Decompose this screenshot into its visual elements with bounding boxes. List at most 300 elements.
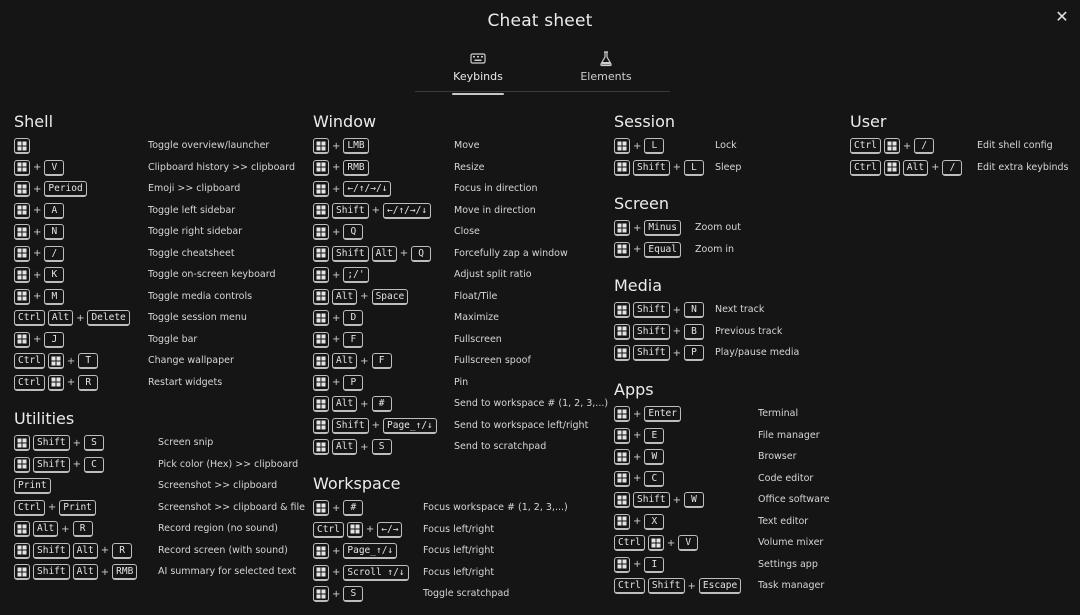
keybind-row xyxy=(14,374,101,392)
plus-separator: + xyxy=(666,537,676,549)
keybind-description: Screen snip xyxy=(158,437,214,448)
key-cap: Page_↑/↓ xyxy=(343,543,397,559)
key-cap: A xyxy=(44,203,64,219)
super-key-icon xyxy=(14,564,30,580)
key-cap: S xyxy=(372,439,392,455)
keybind-description: Edit extra keybinds xyxy=(977,161,1069,173)
keybind-description: Resize xyxy=(454,161,485,173)
super-key-icon xyxy=(313,246,329,262)
super-key-icon xyxy=(313,565,329,581)
super-key-icon xyxy=(313,543,329,559)
super-key-icon xyxy=(14,246,30,262)
super-key-icon xyxy=(313,396,329,412)
plus-separator: + xyxy=(100,545,110,556)
keybind-row xyxy=(14,159,67,177)
keybind-row xyxy=(313,521,405,539)
key-cap: LMB xyxy=(343,138,368,154)
key-cap: ←/↑/→/↓ xyxy=(383,203,431,219)
plus-separator: + xyxy=(66,355,76,367)
super-key-icon xyxy=(14,543,30,559)
key-cap: V xyxy=(44,160,64,176)
plus-separator: + xyxy=(672,347,681,359)
section-title-shell: Shell xyxy=(14,112,54,131)
key-cap: B xyxy=(684,324,704,340)
keybind-row xyxy=(14,456,107,474)
plus-separator: + xyxy=(332,334,341,345)
super-key-icon xyxy=(614,345,630,361)
key-cap: T xyxy=(78,353,98,369)
keybind-description: Record region (no sound) xyxy=(158,523,279,534)
plus-separator: + xyxy=(332,183,341,195)
keybind-description: Record screen (with sound) xyxy=(158,544,288,556)
super-key-icon xyxy=(14,332,30,348)
super-key-icon xyxy=(614,406,630,422)
key-cap: E xyxy=(644,428,664,444)
tab-keybinds-label: Keybinds xyxy=(453,70,503,83)
plus-separator: + xyxy=(633,244,642,255)
super-key-icon xyxy=(14,267,30,283)
section-title-screen: Screen xyxy=(614,194,670,213)
super-key-icon xyxy=(48,353,64,369)
key-cap: W xyxy=(644,449,664,465)
super-key-icon xyxy=(614,302,630,318)
plus-separator: + xyxy=(33,162,42,173)
key-cap: F xyxy=(372,353,392,369)
plus-separator: + xyxy=(33,269,42,281)
key-cap: Shift xyxy=(33,435,70,451)
key-cap: / xyxy=(942,160,962,176)
super-key-icon xyxy=(614,324,630,340)
keybind-description: Toggle on-screen keyboard xyxy=(148,269,276,280)
keybind-row xyxy=(313,395,395,413)
super-key-icon xyxy=(14,181,30,197)
key-cap: Ctrl xyxy=(14,500,45,516)
plus-separator: + xyxy=(399,248,409,259)
super-key-icon xyxy=(48,375,64,391)
keybind-row xyxy=(14,202,67,220)
super-key-icon xyxy=(313,203,329,219)
plus-separator: + xyxy=(633,451,642,463)
keybind-description: Office software xyxy=(758,494,830,505)
keybind-row xyxy=(14,542,135,560)
plus-separator: + xyxy=(633,140,642,152)
super-key-icon xyxy=(313,224,329,240)
key-cap: L xyxy=(644,138,664,154)
super-key-icon xyxy=(884,160,900,176)
key-cap: J xyxy=(44,332,64,348)
section-title-session: Session xyxy=(614,112,676,131)
plus-separator: + xyxy=(902,140,912,152)
keybind-row xyxy=(14,266,67,284)
super-key-icon xyxy=(313,181,329,197)
keybind-description: Forcefully zap a window xyxy=(454,247,568,259)
keybind-row xyxy=(614,241,684,259)
key-cap: Alt xyxy=(33,521,58,537)
plus-separator: + xyxy=(360,355,369,367)
key-cap: Ctrl xyxy=(313,522,344,538)
super-key-icon xyxy=(14,224,30,240)
section-title-apps: Apps xyxy=(614,380,654,399)
keybind-description: Play/pause media xyxy=(715,347,800,358)
key-cap: M xyxy=(44,289,64,305)
section-title-user: User xyxy=(850,112,887,131)
keybind-description: Toggle cheatsheet xyxy=(148,247,235,259)
keybind-description: Fullscreen xyxy=(454,333,502,345)
key-cap: P xyxy=(343,375,363,391)
super-key-icon xyxy=(14,457,30,473)
keybind-description: Toggle overview/launcher xyxy=(148,140,270,151)
super-key-icon xyxy=(614,492,630,508)
key-cap: Ctrl xyxy=(850,138,881,154)
super-key-icon xyxy=(313,500,329,516)
keybind-description: Focus left/right xyxy=(423,523,495,535)
keybind-description: Float/Tile xyxy=(454,290,498,302)
keybind-description: Focus left/right xyxy=(423,566,495,578)
super-key-icon xyxy=(648,535,664,551)
super-key-icon xyxy=(14,203,30,219)
plus-separator: + xyxy=(33,183,42,195)
keybind-row xyxy=(313,202,434,220)
keyboard-icon xyxy=(470,50,486,68)
section-title-workspace: Workspace xyxy=(313,474,401,493)
plus-separator: + xyxy=(365,524,375,535)
super-key-icon xyxy=(313,289,329,305)
keybind-description: Toggle session menu xyxy=(148,312,247,323)
flask-icon xyxy=(598,50,614,68)
keybind-row xyxy=(614,427,667,445)
keybind-description: Text editor xyxy=(758,515,809,527)
keybind-description: Lock xyxy=(715,140,737,151)
key-cap: Alt xyxy=(73,543,98,559)
keybind-row xyxy=(313,266,372,284)
key-cap: L xyxy=(684,160,704,176)
keybind-description: Clipboard history >> clipboard xyxy=(148,161,295,173)
keybind-description: Edit shell config xyxy=(977,140,1053,151)
key-cap: V xyxy=(678,535,698,551)
key-cap: Enter xyxy=(644,406,681,422)
keybind-row xyxy=(614,556,667,574)
keybind-row xyxy=(313,564,412,582)
key-cap: Shift xyxy=(33,457,70,473)
super-key-icon xyxy=(313,332,329,348)
plus-separator: + xyxy=(360,441,369,453)
super-key-icon xyxy=(614,220,630,236)
tab-keybinds[interactable] xyxy=(452,50,504,83)
keybind-description: Screenshot >> clipboard xyxy=(158,480,278,491)
key-cap: Alt xyxy=(332,396,357,412)
keybind-description: Next track xyxy=(715,304,765,315)
super-key-icon xyxy=(614,242,630,258)
keybind-description: Send to workspace # (1, 2, 3,...) xyxy=(454,398,609,409)
key-cap: Shift xyxy=(332,203,369,219)
keybind-row xyxy=(313,374,366,392)
keybind-row xyxy=(614,534,701,552)
keybind-row xyxy=(14,499,99,517)
key-cap: R xyxy=(78,375,98,391)
keybind-description: Send to scratchpad xyxy=(454,441,547,452)
tab-elements-label: Elements xyxy=(580,70,632,83)
keybind-description: Code editor xyxy=(758,472,814,484)
tab-divider xyxy=(415,91,670,92)
plus-separator: + xyxy=(332,162,341,173)
keybind-description: Pin xyxy=(454,376,469,388)
keybind-description: Move xyxy=(454,140,480,151)
key-cap: ←/↑/→/↓ xyxy=(343,181,391,197)
keybind-description: Screenshot >> clipboard & file xyxy=(158,501,306,513)
plus-separator: + xyxy=(76,312,85,324)
plus-separator: + xyxy=(931,162,940,173)
key-cap: Shift xyxy=(332,246,369,262)
keybind-row xyxy=(14,563,140,581)
keybind-description: Toggle right sidebar xyxy=(148,226,243,237)
key-cap: Scroll ↑/↓ xyxy=(343,565,408,581)
plus-separator: + xyxy=(47,502,57,513)
super-key-icon xyxy=(313,310,329,326)
key-cap: R xyxy=(73,521,93,537)
key-cap: D xyxy=(343,310,363,326)
key-cap: RMB xyxy=(112,564,137,580)
plus-separator: + xyxy=(360,291,369,302)
super-key-icon xyxy=(14,289,30,305)
keybind-row xyxy=(313,180,394,198)
keybind-description: Change wallpaper xyxy=(148,355,234,366)
super-key-icon xyxy=(313,375,329,391)
keybind-row xyxy=(614,470,667,488)
key-cap: Alt xyxy=(332,289,357,305)
plus-separator: + xyxy=(33,205,42,216)
key-cap: Alt xyxy=(903,160,928,176)
keybind-row xyxy=(313,331,366,349)
key-cap: Period xyxy=(44,181,86,197)
plus-separator: + xyxy=(672,162,681,173)
plus-separator: + xyxy=(72,437,81,449)
key-cap: Shift xyxy=(33,564,70,580)
plus-separator: + xyxy=(332,312,341,324)
super-key-icon xyxy=(313,418,329,434)
keybind-description: Task manager xyxy=(758,580,825,591)
plus-separator: + xyxy=(66,377,76,388)
super-key-icon xyxy=(614,514,630,530)
key-cap: S xyxy=(343,586,363,602)
key-cap: Ctrl xyxy=(14,375,45,391)
plus-separator: + xyxy=(633,473,642,484)
page-title: Cheat sheet xyxy=(487,11,593,31)
key-cap: Page_↑/↓ xyxy=(383,418,437,434)
key-cap: Shift xyxy=(633,302,670,318)
plus-separator: + xyxy=(72,459,81,470)
key-cap: Space xyxy=(372,289,409,305)
keybind-row xyxy=(14,331,67,349)
keybind-description: Close xyxy=(454,226,480,237)
keybind-description: AI summary for selected text xyxy=(158,566,297,577)
super-key-icon xyxy=(313,267,329,283)
keybind-description: Terminal xyxy=(758,408,799,419)
keybind-row xyxy=(313,352,395,370)
key-cap: Shift xyxy=(33,543,70,559)
key-cap: Escape xyxy=(699,578,741,594)
keybind-description: Adjust split ratio xyxy=(454,269,532,280)
key-cap: / xyxy=(44,246,64,262)
key-cap: Shift xyxy=(633,160,670,176)
keybind-row xyxy=(313,542,400,560)
keybind-description: Zoom out xyxy=(695,222,741,233)
keybind-row xyxy=(313,499,366,517)
key-cap: # xyxy=(343,500,363,516)
plus-separator: + xyxy=(687,580,696,592)
keybind-row xyxy=(313,417,440,435)
key-cap: K xyxy=(44,267,64,283)
section-title-window: Window xyxy=(313,112,377,131)
key-cap: Shift xyxy=(633,345,670,361)
plus-separator: + xyxy=(633,430,642,441)
plus-separator: + xyxy=(332,545,341,557)
plus-separator: + xyxy=(61,523,70,535)
keybind-row xyxy=(850,159,965,177)
key-cap: Shift xyxy=(633,492,670,508)
key-cap: RMB xyxy=(343,160,368,176)
super-key-icon xyxy=(347,522,363,538)
keybind-description: Send to workspace left/right xyxy=(454,419,589,431)
keybind-description: Focus workspace # (1, 2, 3,...) xyxy=(423,502,568,513)
key-cap: Ctrl xyxy=(614,535,645,551)
plus-separator: + xyxy=(332,502,341,514)
plus-separator: + xyxy=(33,291,42,302)
keybind-row xyxy=(614,219,684,237)
keybind-row xyxy=(14,309,133,327)
key-cap: Shift xyxy=(633,324,670,340)
super-key-icon xyxy=(884,138,900,154)
key-cap: Delete xyxy=(87,310,129,326)
plus-separator: + xyxy=(360,398,369,410)
key-cap: P xyxy=(684,345,704,361)
keybind-description: Settings app xyxy=(758,558,818,570)
super-key-icon xyxy=(614,138,630,154)
keybind-description: Pick color (Hex) >> clipboard xyxy=(158,458,299,470)
key-cap: / xyxy=(914,138,934,154)
key-cap: Equal xyxy=(644,242,681,258)
section-title-media: Media xyxy=(614,276,663,295)
keybind-row xyxy=(313,438,395,456)
super-key-icon xyxy=(313,439,329,455)
keybind-row xyxy=(614,577,744,595)
keybind-row xyxy=(313,245,434,263)
plus-separator: + xyxy=(672,326,681,337)
plus-separator: + xyxy=(332,269,341,281)
plus-separator: + xyxy=(633,516,642,527)
close-icon[interactable]: ✕ xyxy=(1055,7,1069,26)
keybind-row xyxy=(14,245,67,263)
super-key-icon xyxy=(313,138,329,154)
plus-separator: + xyxy=(633,559,642,570)
keybind-row xyxy=(313,288,411,306)
key-cap: N xyxy=(684,302,704,318)
super-key-icon xyxy=(14,160,30,176)
super-key-icon xyxy=(614,449,630,465)
keybind-row xyxy=(14,223,67,241)
key-cap: C xyxy=(644,471,664,487)
key-cap: R xyxy=(112,543,132,559)
key-cap: Ctrl xyxy=(850,160,881,176)
super-key-icon xyxy=(14,521,30,537)
super-key-icon xyxy=(313,160,329,176)
keybind-row xyxy=(14,180,90,198)
plus-separator: + xyxy=(371,420,380,431)
keybind-description: Maximize xyxy=(454,312,500,323)
plus-separator: + xyxy=(332,567,341,578)
key-cap: Shift xyxy=(332,418,369,434)
keybind-description: Fullscreen spoof xyxy=(454,355,531,366)
super-key-icon xyxy=(313,353,329,369)
keybind-row xyxy=(313,137,372,155)
keybind-row xyxy=(614,301,707,319)
keybind-description: Toggle left sidebar xyxy=(148,204,236,216)
keybind-description: Volume mixer xyxy=(758,537,824,548)
plus-separator: + xyxy=(633,222,642,234)
key-cap: F xyxy=(343,332,363,348)
plus-separator: + xyxy=(332,377,341,388)
key-cap: Alt xyxy=(73,564,98,580)
keybind-row xyxy=(313,159,372,177)
super-key-icon xyxy=(14,138,30,154)
keybind-description: Toggle media controls xyxy=(148,290,253,302)
plus-separator: + xyxy=(672,304,681,316)
key-cap: # xyxy=(372,396,392,412)
super-key-icon xyxy=(614,557,630,573)
key-cap: Q xyxy=(343,224,363,240)
keybind-description: Browser xyxy=(758,451,797,462)
keybind-description: Toggle bar xyxy=(148,333,198,345)
key-cap: ←/→ xyxy=(377,522,402,538)
plus-separator: + xyxy=(332,588,341,600)
super-key-icon xyxy=(614,471,630,487)
key-cap: W xyxy=(684,492,704,508)
keybind-description: Move in direction xyxy=(454,204,536,216)
plus-separator: + xyxy=(371,205,380,216)
key-cap: Print xyxy=(14,478,51,494)
key-cap: Minus xyxy=(644,220,681,236)
key-cap: Alt xyxy=(48,310,73,326)
plus-separator: + xyxy=(332,140,341,152)
key-cap: I xyxy=(644,557,664,573)
key-cap: ;/' xyxy=(343,267,368,283)
plus-separator: + xyxy=(33,334,42,345)
key-cap: Ctrl xyxy=(14,310,45,326)
plus-separator: + xyxy=(633,408,642,420)
keybind-description: Zoom in xyxy=(695,243,735,255)
plus-separator: + xyxy=(332,226,341,238)
tab-bar xyxy=(415,50,670,92)
key-cap: C xyxy=(84,457,104,473)
keybind-row xyxy=(14,137,33,155)
plus-separator: + xyxy=(100,566,110,578)
keybind-row xyxy=(313,309,366,327)
super-key-icon xyxy=(614,428,630,444)
section-title-utilities: Utilities xyxy=(14,409,75,428)
plus-separator: + xyxy=(672,494,681,506)
keybind-row xyxy=(14,352,101,370)
keybind-row xyxy=(614,137,667,155)
key-cap: Ctrl xyxy=(614,578,645,594)
key-cap: Alt xyxy=(332,353,357,369)
tab-elements[interactable] xyxy=(579,50,633,83)
keybind-description: Emoji >> clipboard xyxy=(148,183,241,194)
keybind-row xyxy=(14,288,67,306)
keybind-row xyxy=(614,344,707,362)
keybind-description: Previous track xyxy=(715,325,783,337)
keybind-description: Focus in direction xyxy=(454,183,538,194)
keybind-row xyxy=(614,513,667,531)
keybind-row xyxy=(614,159,707,177)
